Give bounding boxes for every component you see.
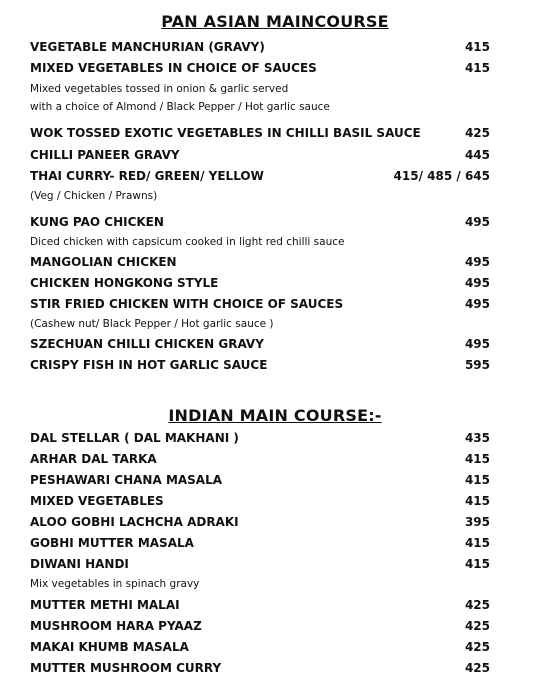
item-price: 495	[464, 215, 490, 229]
menu-item	[30, 661, 490, 681]
item-name: ARHAR DAL TARKA	[30, 452, 157, 466]
item-price: 425	[464, 619, 490, 633]
item-description: Mix vegetables in spinach gravy	[30, 578, 200, 590]
item-price: 415	[464, 557, 490, 571]
menu-item	[30, 169, 490, 189]
item-name: MIXED VEGETABLES IN CHOICE OF SAUCES	[30, 61, 317, 75]
item-name: VEGETABLE MANCHURIAN (GRAVY)	[30, 40, 265, 54]
item-price: 415	[464, 536, 490, 550]
item-description: Diced chicken with capsicum cooked in light red chilli sauce	[30, 236, 345, 248]
menu-item	[30, 61, 490, 81]
menu-item	[30, 431, 490, 451]
menu-item	[30, 598, 490, 618]
item-price: 415	[464, 473, 490, 487]
menu-item	[30, 358, 490, 378]
menu-item	[30, 337, 490, 357]
item-name: STIR FRIED CHICKEN WITH CHOICE OF SAUCES	[30, 297, 344, 311]
item-price: 495	[464, 276, 490, 290]
item-name: GOBHI MUTTER MASALA	[30, 536, 194, 550]
menu-item	[30, 619, 490, 639]
item-price: 425	[464, 598, 490, 612]
item-price: 435	[464, 431, 490, 445]
section-heading: PAN ASIAN MAINCOURSE	[161, 12, 389, 31]
menu-item	[30, 452, 490, 472]
item-name: MIXED VEGETABLES	[30, 494, 164, 508]
item-price: 495	[464, 337, 490, 351]
menu-item	[30, 255, 490, 275]
item-description: (Cashew nut/ Black Pepper / Hot garlic sauce )	[30, 318, 274, 330]
menu-item	[30, 148, 490, 168]
item-name: DIWANI HANDI	[30, 557, 129, 571]
item-name: CRISPY FISH IN HOT GARLIC SAUCE	[30, 358, 268, 372]
item-name: SZECHUAN CHILLI CHICKEN GRAVY	[30, 337, 264, 351]
item-name: DAL STELLAR ( DAL MAKHANI )	[30, 431, 239, 445]
item-name: ALOO GOBHI LACHCHA ADRAKI	[30, 515, 239, 529]
menu-item	[30, 297, 490, 317]
item-name: CHILLI PANEER GRAVY	[30, 148, 180, 162]
item-price: 415	[464, 452, 490, 466]
menu-item	[30, 494, 490, 514]
item-name: KUNG PAO CHICKEN	[30, 215, 164, 229]
item-name: MUTTER METHI MALAI	[30, 598, 180, 612]
item-name: MANGOLIAN CHICKEN	[30, 255, 177, 269]
menu-item	[30, 40, 490, 60]
item-price: 425	[464, 661, 490, 675]
item-name: PESHAWARI CHANA MASALA	[30, 473, 223, 487]
menu-item	[30, 640, 490, 660]
menu-item	[30, 126, 490, 146]
menu-item	[30, 215, 490, 235]
menu-item	[30, 536, 490, 556]
item-description: (Veg / Chicken / Prawns)	[30, 190, 158, 202]
item-description: Mixed vegetables tossed in onion & garlic served	[30, 83, 289, 95]
item-price: 595	[464, 358, 490, 372]
item-price: 395	[464, 515, 490, 529]
item-price: 415/ 485 / 645	[393, 169, 490, 183]
menu-item	[30, 276, 490, 296]
item-name: MAKAI KHUMB MASALA	[30, 640, 189, 654]
item-name: CHICKEN HONGKONG STYLE	[30, 276, 219, 290]
item-price: 445	[464, 148, 490, 162]
item-name: THAI CURRY- RED/ GREEN/ YELLOW	[30, 169, 264, 183]
section-heading: INDIAN MAIN COURSE:-	[168, 406, 382, 425]
item-description: with a choice of Almond / Black Pepper / Hot garlic sauce	[30, 101, 330, 113]
item-price: 415	[464, 40, 490, 54]
item-name: MUSHROOM HARA PYAAZ	[30, 619, 202, 633]
item-price: 415	[464, 494, 490, 508]
item-price: 495	[464, 255, 490, 269]
item-name: WOK TOSSED EXOTIC VEGETABLES IN CHILLI BASIL SAUCE	[30, 126, 421, 140]
item-price: 425	[464, 640, 490, 654]
item-price: 425	[464, 126, 490, 140]
menu-item	[30, 515, 490, 535]
item-price: 415	[464, 61, 490, 75]
item-price: 495	[464, 297, 490, 311]
menu-item	[30, 557, 490, 577]
item-name: MUTTER MUSHROOM CURRY	[30, 661, 222, 675]
menu-item	[30, 473, 490, 493]
